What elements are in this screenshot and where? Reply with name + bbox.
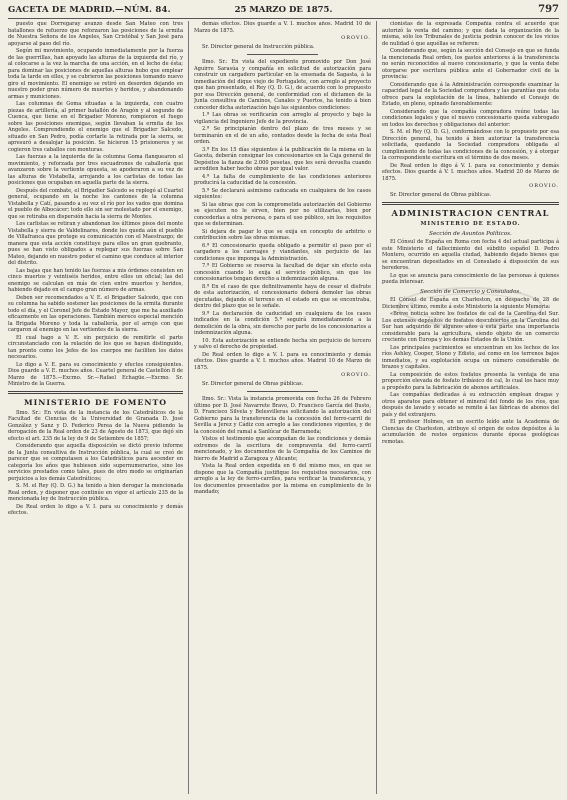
publication-name: GACETA DE MADRID.—NÚM. 84. xyxy=(8,5,171,15)
column-middle xyxy=(194,21,371,794)
article-paragraph: S. M. el Rey (Q. D. G.), conformándose con lo propuesto por esa Dirección general, ha tenido á bien autorizar la transferencia solicitada, quedando la Sociedad compradora obligada al cumplimiento de todas las condiciones de la concesión, y á otorgar la correspondiente escritura en el término de dos meses. xyxy=(382,129,559,161)
article-paragraph: Vistos el testimonio que acompañan de las condiciones y demás extremos de la escritura de compraventa del ferro-carril mencionado, y los documentos de la Compañía de los Caminos de hierro de Madrid a Zaragoza y Alicante; xyxy=(194,436,371,462)
section-title: MINISTERIO DE FOMENTO xyxy=(23,397,168,407)
article-paragraph: 5.ª Se declarará asimismo caducada en cualquiera de los casos siguientes: xyxy=(194,187,371,200)
subsection-title: Sección de Comercio y Consulados. xyxy=(419,288,521,295)
addressee: Sr. Director general de Obras públicas. xyxy=(390,191,492,198)
article-paragraph: 9.ª La declaración de caducidad en cualquiera de los casos indicados en la condición 5.ª seguirá inmediatamente a la demolición de la obra, sin derecho por parte de los concesionarios a indemnización alguna. xyxy=(194,310,371,336)
subsection-title: Sección de Asuntos Políticos. xyxy=(429,230,512,237)
article-paragraph: Los carlistas se retiran y abandonan los últimos pisos del monte Vistabella y sierra de Valdelinares, donde les queda aún el pueblo de Villafranca que protege su comunicación con el Maestrazgo; de manera que esta acción constituye para ellos un gran quebranto, pues se han visto obligados a replegar sus fuerzas sobre San Mateo, dejando en nuestro poder el camino que conduce al interior del distrito. xyxy=(8,221,183,266)
separator xyxy=(247,391,318,392)
article-paragraph: Ilmo. Sr.: En vista del expediente promovido por Don José Aguirre Sarasúa y compañía en solicitud de autorización para construir un cargadero particular en la ensenada de Sagasta, á la inmediación del dique viejo de Portugalete, con arreglo al proyecto que han presentado, el Rey (Q. D. G.), de acuerdo con lo propuesto por esa Dirección general, de conformidad con el dictamen de la Junta consultiva de Caminos, Canales y Puertos, ha tenido á bien conceder dicha autorización bajo las siguientes condiciones: xyxy=(194,59,371,111)
article-paragraph: El Cónsul de España en Charleston, en despacho de 28 de Diciembre último, remite á este Ministerio la siguiente Memoria: xyxy=(382,297,559,310)
article-paragraph: 8.ª En el caso de que definitivamente haya de cesar el disfrute de esta autorización, el concesionario deberá demoler las obras ejecutadas, dejando el terreno en el estado en que se encontraba, dentro del plazo que se le señale. xyxy=(194,283,371,309)
article-paragraph: Vista la Real orden expedida en 6 del mismo mes, en que se dispone que la Compañía justifique los requisitos necesarios, con arreglo a la ley de ferro-carriles, para verificar la transferencia, y los documentos presentados por la misma en cumplimiento de lo mandado; xyxy=(194,463,371,495)
article-paragraph: puesto que Dorregaray avanzó desde San Mateo con tres batallones de refuerzo que reforzaron las posiciones de la ermita de Nuestra Señora de los Angeles, San Cristóbal y San José para apoyarse al paso del río. xyxy=(8,21,183,47)
article-paragraph: demás efectos. Dios guarde a V. I. muchos años. Madrid 10 de Marzo de 1875. xyxy=(194,21,371,34)
article-paragraph: 1.ª Las obras se verificarán con arreglo al proyecto y bajo la vigilancia del Ingeniero Jefe de la provincia. xyxy=(194,112,371,125)
article-paragraph: 6.ª El concesionario queda obligado a permitir el paso por el cargadero a los carruajes y viandantes, sin perjuicio de las condiciones que imponga la Administración. xyxy=(194,242,371,262)
article-paragraph: El cual hago a V. E. sin perjuicio de remitirle el parte circunstanciado con la relación de los que se hayan distinguido, tan pronto como los Jefes de los cuerpos me faciliten los datos necesarios. xyxy=(8,334,183,360)
article-paragraph: Considerando que aquella disposición se dictó previo informe de la Junta consultiva de Instrucción pública, la cual se creó de parecer que se computasen a los Catedráticos para ascender en categoría los años que hubiesen sido supernumerarios, sino los servicios prestados como tales, pues de otro modo se originarían perjuicios a los demás Catedráticos; xyxy=(8,443,183,482)
article-paragraph: Según mi movimiento, ocupando inmediatamente por la fuerza de las guerrillas, han apoyado las alturas de la izquierda del río, y al colocarse a la vez la marcha de una acción, en el lecho de ésta; para dominar las posiciones de aquellas alturas hubo que emplear toda la tarde en ellos, y se cubrieron las posiciones tomando nuevo giro el movimiento. El enemigo se retiró en desorden dejando en nuestro poder gran número de muertos y heridos, y abandonando armas y municiones. xyxy=(8,48,183,100)
article-paragraph: Deben ser recomendados a V. E. el Brigadier Salcedo, que con su columna ha sabido sostener las posiciones de la ermita durante todo el día, y el Coronel Jefe de Estado Mayor, que me ha auxiliado eficazmente en las operaciones. También merece especial mención la Brigada Moreno y toda la caballería, por el arrojo con que cargaron al enemigo en las vertientes de la sierra. xyxy=(8,294,183,333)
article-paragraph: Ilmo. Sr.: En vista de la instancia de los Catedráticos de la Facultad de Ciencias de la Universidad de Granada D. José González y Sanz y D. Federico Perea de la Nueva pidiendo la derogación de la Real orden de 23 de Agosto de 1873, que dejó sin efecto el art. 235 de la ley de 9 de Setiembre de 1857; xyxy=(8,409,183,442)
article-paragraph: De Real orden lo digo a V. I. para su conocimiento y demás efectos. xyxy=(8,503,183,516)
page-number: 797 xyxy=(538,4,559,15)
article-paragraph: El profesor Holmes, en un escrito leído ante la Academia de Ciencias de Charleston, atribuye el origen de estos depósitos á la acumulación de restos orgánicos durante épocas geológicas remotas. xyxy=(382,419,559,445)
article-paragraph: cionistas de la expresada Compañía contra el acuerdo que autorizó la venta del camino; y que dada la organización de la misma, sólo los Tribunales de justicia podrán conocer de los vicios de nulidad ó que aquéllas se refieren: xyxy=(382,21,559,47)
issue-date: 25 MARZO DE 1875. xyxy=(234,5,333,15)
signature: OROVIO. xyxy=(529,183,559,189)
article-paragraph: Las bajas que han tenido las fuerzas a mis órdenes consisten en cinco muertos y veintiséis heridos, entre ellos un oficial; las del enemigo se calculan en más de cien entre muertos y heridos, habiendo dejado en el campo gran número de armas. xyxy=(8,267,183,293)
separator xyxy=(247,54,318,55)
article-paragraph: Lo que se anuncia para conocimiento de las personas á quienes pueda interesar. xyxy=(382,272,559,285)
article-paragraph: 2.ª Se principiarán dentro del plazo de tres meses y se terminarán en el de un año, contados desde la fecha de esta Real orden. xyxy=(194,126,371,145)
article-paragraph: Considerando que, según la sección del Consejo en que se funda la mencionada Real orden, los gastos anteriores á la transferencia no serán reconocidos al nuevo concesionario, y que la venta debe otorgarse por escritura pública ante el Gobernador civil de la provincia: xyxy=(382,48,559,80)
column-right xyxy=(382,21,559,794)
section-title: ADMINISTRACION CENTRAL xyxy=(391,208,550,218)
library-stamp-icon xyxy=(395,285,545,329)
article-paragraph: De Real orden lo digo a V. I. para su conocimiento y demás efectos. Dios guarde a V. I. muchos años. Madrid 10 de Marzo de 1875. xyxy=(194,351,371,371)
article-paragraph: De Real orden lo digo á V. I. para su conocimiento y demás efectos. Dios guarde á V. I. muchos años. Madrid 20 de Marzo de 1875. xyxy=(382,162,559,182)
gazette-header xyxy=(8,4,559,19)
article-paragraph: Después del combate, el Brigadier Salcedo se replegó al Cuartel general, ocupando en la noche los cantones de la columna Vistabella y Catí, pasando a su vez el río por los vados que domina el pueblo de Albocácer; todo ello sin ser molestado por el enemigo, que se retiraba en dispersión hacia la sierra de Montes. xyxy=(8,187,183,220)
article-paragraph: 7.ª El Gobierno se reserva la facultad de dejar sin efecto esta concesión cuando lo exija el servicio público, sin que los concesionarios tengan derecho a indemnización alguna. xyxy=(194,263,371,282)
article-paragraph: S. M. el Rey (Q. D. G.) ha tenido a bien derogar la mencionada Real orden, y disponer que continúe en vigor el artículo 235 de la mencionada ley de Instrucción pública. xyxy=(8,483,183,502)
article-paragraph: «Breve noticia sobre los fosfatos de cal de la Carolina del Sur. Los extensos depósitos de fosfatos descubiertos en la Carolina del Sur han adquirido de algunos años á esta parte una importancia considerable para la agricultura, siendo objeto de un comercio creciente con Europa y los demás Estados de la Unión. xyxy=(382,311,559,343)
column-divider xyxy=(376,21,377,794)
section-rule xyxy=(8,391,183,394)
column-left xyxy=(8,21,183,794)
article-paragraph: Si las obras que con la comprometida autorización del Gobierno se ejecuten no le sirven, bien por no utilizarlas, bien por concederlas a otra persona, o para el uso público, sin los requisitos que se determinan. xyxy=(194,201,371,227)
signature: OROVIO. xyxy=(341,372,371,378)
article-paragraph: 10. Esta autorización se entiende hecha sin perjuicio de tercero y salvo el derecho de propiedad. xyxy=(194,337,371,350)
article-paragraph: 4.ª La falta de cumplimiento de las condiciones anteriores producirá la caducidad de la concesión. xyxy=(194,173,371,186)
article-paragraph: 3.ª En los 15 días siguientes á la publicación de la misma en la Gaceta, deberán consignar los concesionarios en la Caja general de Depósitos la fianza de 2.000 pesetas, que les será devuelta cuando acrediten haber hecho obras por igual valor. xyxy=(194,146,371,172)
section-subtitle: MINISTERIO DE ESTADO. xyxy=(420,221,521,227)
column-divider xyxy=(188,21,189,794)
article-paragraph: Considerando que la compañía compradora reúne todas las condiciones legales y que el nuevo concesionario queda subrogado en todos los derechos y obligaciones del anterior: xyxy=(382,108,559,128)
article-paragraph: El Cónsul de España en Roma con fecha 4 del actual participa á este Ministerio el fallecimiento del súbdito español D. Pedro Montero, ocurrido en aquella ciudad, habiendo dejado bienes que se encuentran depositados en el Consulado á disposición de sus herederos. xyxy=(382,239,559,271)
signature: OROVIO. xyxy=(341,35,371,41)
article-paragraph: Los principales yacimientos se encuentran en los lechos de los ríos Ashley, Cooper, Stono y Edisto, así como en los terrenos bajos inmediatos, y su explotación ocupa un número considerable de brazos y capitales. xyxy=(382,344,559,370)
article-paragraph: Las columnas de Goma situadas a la izquierda, con cuatro piezas de artillería, al primer batallón de Aragón y al segundo de Cuenca, que tiene en el Brigadier Moreno, rompieron el fuego sobre las posiciones enemigas, según llevaban la ermita de los Angeles. Comprendiendo el enemigo que el Brigadier Salcedo, situado en San Pedro, podía cortarle la retirada por la sierra, se apresuró a desalojar la posición. Se hicieron 15 prisioneros y se cogieron tres caballos con monturas. xyxy=(8,101,183,153)
article-paragraph: La composición de estos fosfatos presenta la ventaja de una proporción elevada de fosfato tribásico de cal, lo cual los hace muy a propósito para la fabricación de abonos artificiales. xyxy=(382,371,559,391)
article-paragraph: Las compañías dedicadas á su extracción emplean dragas y otros aparatos para obtener el mineral del fondo de los ríos, que después de lavado y secado se remite á las fábricas de abonos del país y del extranjero. xyxy=(382,392,559,418)
addressee: Sr. Director general de Obras públicas. xyxy=(202,380,304,387)
article-paragraph: Las fuerzas a la izquierda de la columna Goma flanquearon el movimiento, y reforzada por tres escuadrones de caballería que avanzaron sobre la vertiente opuesta, se apoderaron a su vez de las alturas de Vistabella, arrojando a los carlistas de todas las posiciones que ocupaban en aquella parte de la sierra. xyxy=(8,154,183,186)
article-paragraph: Considerando que á la Administración corresponde examinar la capacidad legal de la Sociedad compradora y las garantías que ésta ofrece para la explotación de la línea, habiendo el Consejo de Estado, en pleno, opinado favorablemente: xyxy=(382,81,559,107)
section-rule xyxy=(382,202,559,205)
article-paragraph: Lo digo a V. E. para su conocimiento y efectos consiguientes. Dios guarde a V. E. muchos años. Cuartel general de Castellón 8 de Marzo de 1875.—Excmo. Sr.—Rafael Echagüe.—Excmo. Sr. Ministro de la Guerra. xyxy=(8,361,183,387)
addressee: Sr. Director general de Instrucción pública. xyxy=(202,43,315,50)
article-paragraph: Ilmo. Sr.: Vista la instancia promovida con fecha 26 de Febrero último por D. José Navarrete Bravo, D. Francisco García del Busto, D. Francisco Silvela y Belesvilleras solicitando la autorización del Gobierno para la transferencia de la concesión del ferro-carril de Sevilla a Jerez y Cádiz con arreglo a las condiciones vigentes, y de la concesión del ramal a Sanlúcar de Barrameda; xyxy=(194,396,371,435)
article-paragraph: Si dejara de pagar lo que se exija en concepto de arbitrio o contribución sobre las obras mismas. xyxy=(194,228,371,241)
